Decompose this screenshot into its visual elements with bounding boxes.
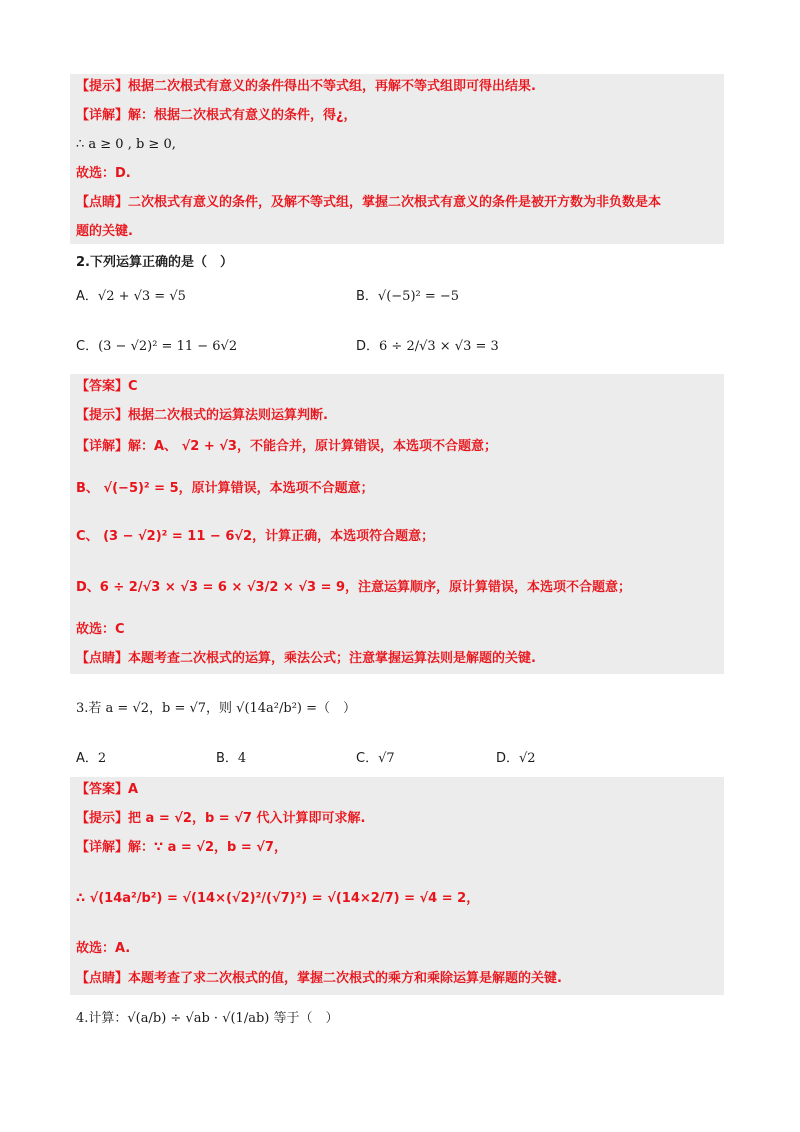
q2-option-b [356, 286, 459, 308]
q2-option-a-expr: √2 + √3 = √5 [97, 289, 186, 304]
q2-detail-d: D、6 ÷ 2/√3 × √3 = 6 × √3/2 × √3 = 9，注意运算顺序，原计算错误，本选项不合题意； [76, 580, 632, 595]
q1-choose: 故选：D. [76, 166, 131, 181]
q3-stem-text: 3.若 a = √2，b = √7，则 √(14a²/b²) =（ ） [76, 701, 357, 716]
q2-option-b-key: B． [356, 289, 378, 304]
q4-stem [76, 1008, 338, 1030]
q2-option-c [76, 336, 237, 358]
q1-detail: 【详解】解：根据二次根式有意义的条件，得¿， [76, 108, 357, 123]
q3-answer: 【答案】A [76, 782, 139, 797]
q3-detail: 【详解】解：∵ a = √2，b = √7， [76, 840, 287, 855]
q1-hint: 【提示】根据二次根式有意义的条件得出不等式组，再解不等式组即可得出结果. [76, 79, 536, 94]
q2-hint: 【提示】根据二次根式的运算法则运算判断. [76, 408, 328, 423]
q2-option-a-key: A． [76, 289, 98, 304]
q2-stem: 2.下列运算正确的是（ ） [76, 255, 233, 270]
q2-option-b-expr: √(−5)² = −5 [377, 289, 460, 304]
q1-therefore [76, 134, 176, 156]
q1-comment-2: 题的关键. [76, 224, 133, 239]
q2-choose: 故选：C [76, 622, 125, 637]
q3-calc: ∴ √(14a²/b²) = √(14×(√2)²/(√7)²) = √(14×2/7) = √4 = 2， [76, 891, 480, 906]
q2-detail-b: B、 √(−5)² = 5，原计算错误，本选项不合题意； [76, 481, 374, 496]
q3-option-d [496, 748, 536, 770]
q2-option-d-expr: 6 ÷ 2/√3 × √3 = 3 [379, 339, 499, 354]
q1-comment-1: 【点睛】二次根式有意义的条件，及解不等式组，掌握二次根式有意义的条件是被开方数为非负数是本 [76, 195, 662, 210]
q4-stem-text: 4.计算：√(a/b) ÷ √ab · √(1/ab) 等于（ ） [76, 1011, 339, 1026]
q3-choose: 故选：A. [76, 941, 131, 956]
q3-option-d-expr: √2 [519, 751, 536, 766]
q2-option-a [76, 286, 186, 308]
q3-hint: 【提示】把 a = √2，b = √7 代入计算即可求解. [76, 811, 366, 826]
q2-option-d [356, 336, 499, 358]
q3-stem [76, 698, 356, 720]
q1-therefore-text: ∴ a ≥ 0 , b ≥ 0, [76, 137, 176, 152]
q3-option-b-expr: 4 [237, 751, 247, 766]
q3-option-a [76, 748, 106, 770]
q2-option-c-key: C． [76, 339, 99, 354]
q2-comment: 【点睛】本题考查二次根式的运算，乘法公式；注意掌握运算法则是解题的关键. [76, 651, 536, 666]
q2-option-c-expr: (3 − √2)² = 11 − 6√2 [98, 339, 238, 354]
q3-option-b-key: B． [216, 751, 238, 766]
q2-answer: 【答案】C [76, 379, 138, 394]
q1-solution-box [70, 74, 724, 244]
q3-option-d-key: D． [496, 751, 520, 766]
q3-option-c-key: C． [356, 751, 379, 766]
q3-option-b [216, 748, 246, 770]
q2-option-d-key: D． [356, 339, 380, 354]
q3-option-c-expr: √7 [378, 751, 395, 766]
q2-detail-a: 【详解】解：A、 √2 + √3，不能合并，原计算错误，本选项不合题意； [76, 439, 497, 454]
q3-option-a-expr: 2 [97, 751, 107, 766]
q3-option-a-key: A． [76, 751, 98, 766]
q3-comment: 【点睛】本题考查了求二次根式的值，掌握二次根式的乘方和乘除运算是解题的关键. [76, 971, 562, 986]
q2-detail-c: C、 (3 − √2)² = 11 − 6√2，计算正确，本选项符合题意； [76, 529, 435, 544]
q3-option-c [356, 748, 395, 770]
